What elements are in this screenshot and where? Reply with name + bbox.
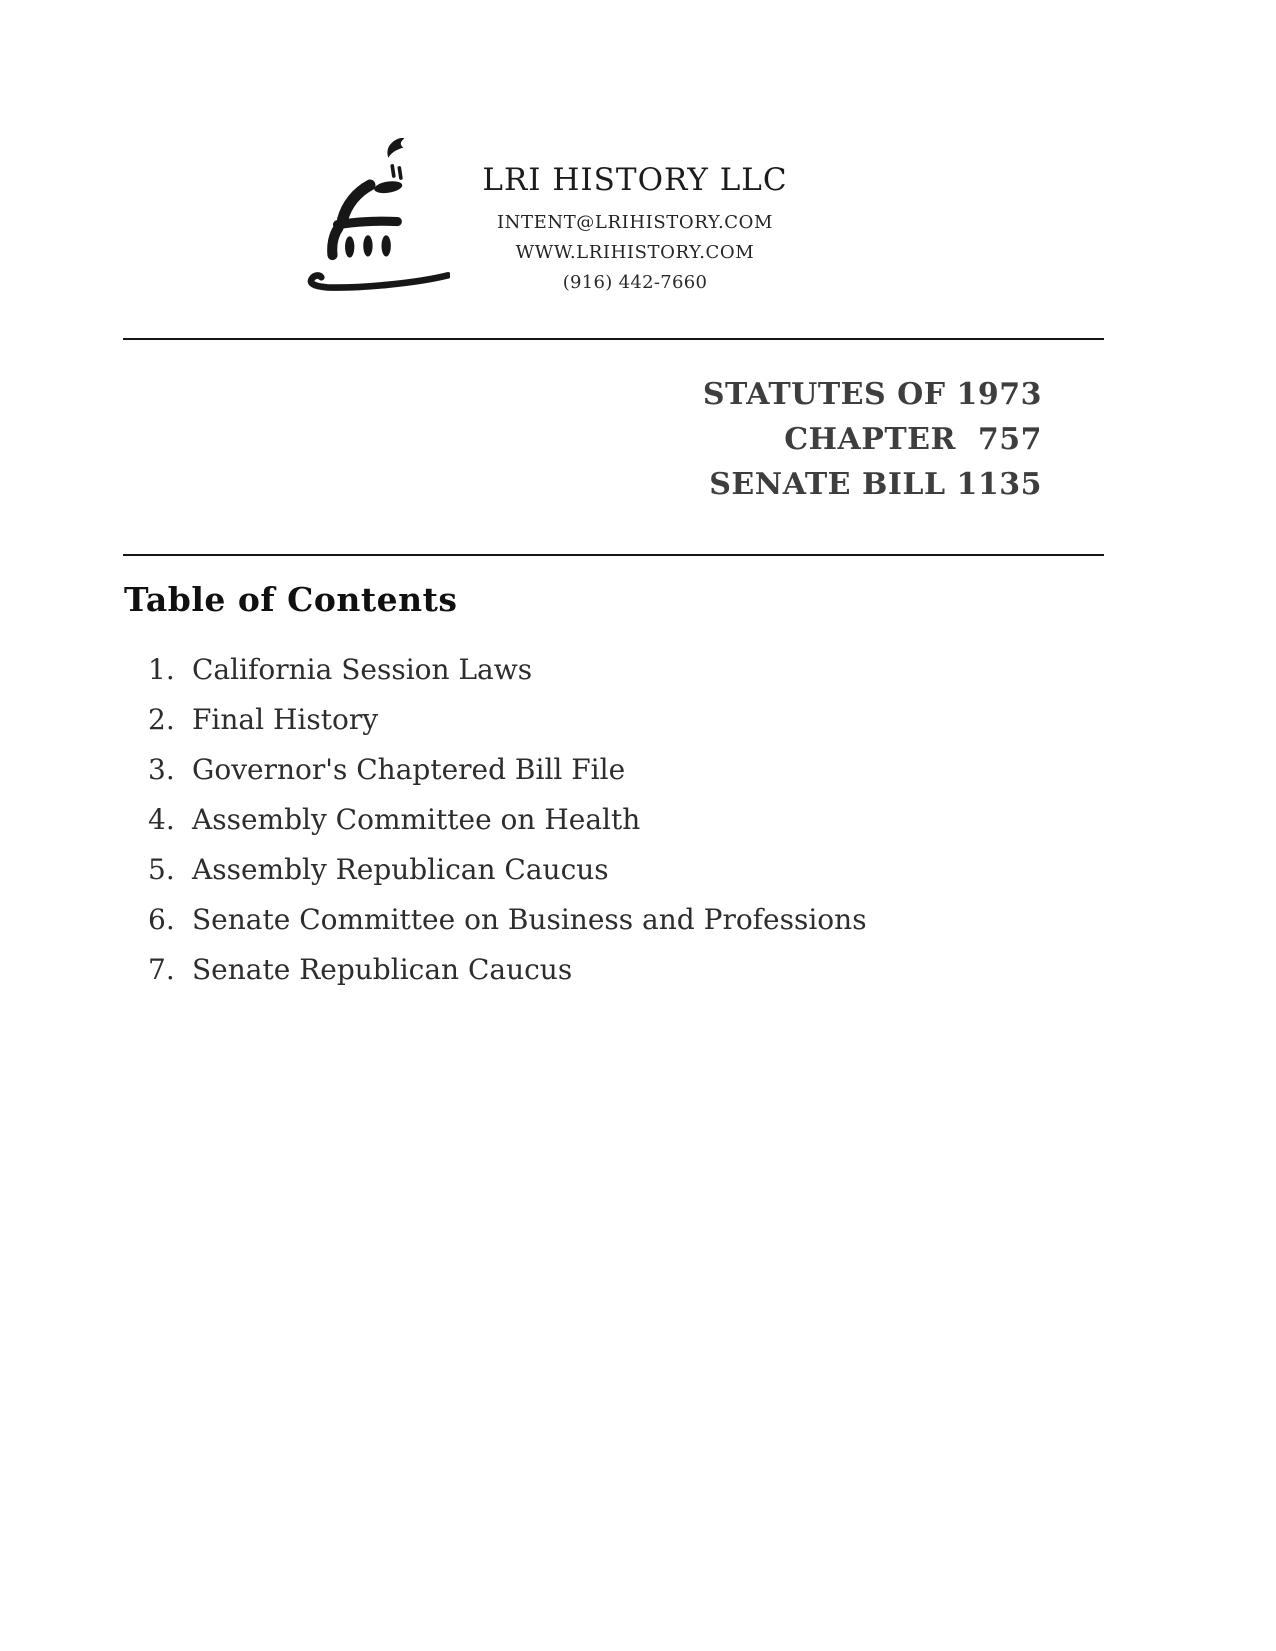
company-website: WWW.LRIHISTORY.COM	[515, 242, 755, 263]
toc-item	[148, 745, 867, 795]
toc-item-number: 7.	[148, 953, 175, 986]
toc-item-label: Assembly Republican Caucus	[192, 853, 609, 886]
toc-item-label: Senate Republican Caucus	[192, 953, 573, 986]
letterhead	[420, 160, 850, 298]
toc-item-label: California Session Laws	[192, 653, 533, 686]
toc-item	[148, 945, 867, 995]
divider-top	[123, 338, 1104, 340]
company-phone: (916) 442-7660	[562, 272, 708, 293]
senate-bill-line: SENATE BILL 1135	[709, 467, 1042, 502]
toc-item	[148, 695, 867, 745]
toc-item-number: 4.	[148, 803, 175, 836]
toc-item-label: Senate Committee on Business and Professions	[192, 903, 867, 936]
company-email: INTENT@LRIHISTORY.COM	[496, 212, 774, 233]
toc-list	[148, 645, 867, 995]
divider-bottom	[123, 554, 1104, 556]
toc-item-number: 1.	[148, 653, 175, 686]
toc-item-label: Governor's Chaptered Bill File	[192, 753, 626, 786]
toc-item-label: Final History	[192, 703, 379, 736]
toc-item-label: Assembly Committee on Health	[192, 803, 641, 836]
company-name: LRI HISTORY LLC	[482, 162, 788, 198]
toc-item	[148, 845, 867, 895]
statute-title-block	[703, 372, 1042, 507]
chapter-line: CHAPTER 757	[784, 422, 1042, 457]
toc-item	[148, 795, 867, 845]
toc-item-number: 6.	[148, 903, 175, 936]
toc-item	[148, 645, 867, 695]
toc-item-number: 2.	[148, 703, 175, 736]
toc-item	[148, 895, 867, 945]
toc-item-number: 5.	[148, 853, 175, 886]
statutes-year-line: STATUTES OF 1973	[702, 377, 1042, 412]
toc-heading: Table of Contents	[124, 580, 458, 619]
toc-item-number: 3.	[148, 753, 175, 786]
